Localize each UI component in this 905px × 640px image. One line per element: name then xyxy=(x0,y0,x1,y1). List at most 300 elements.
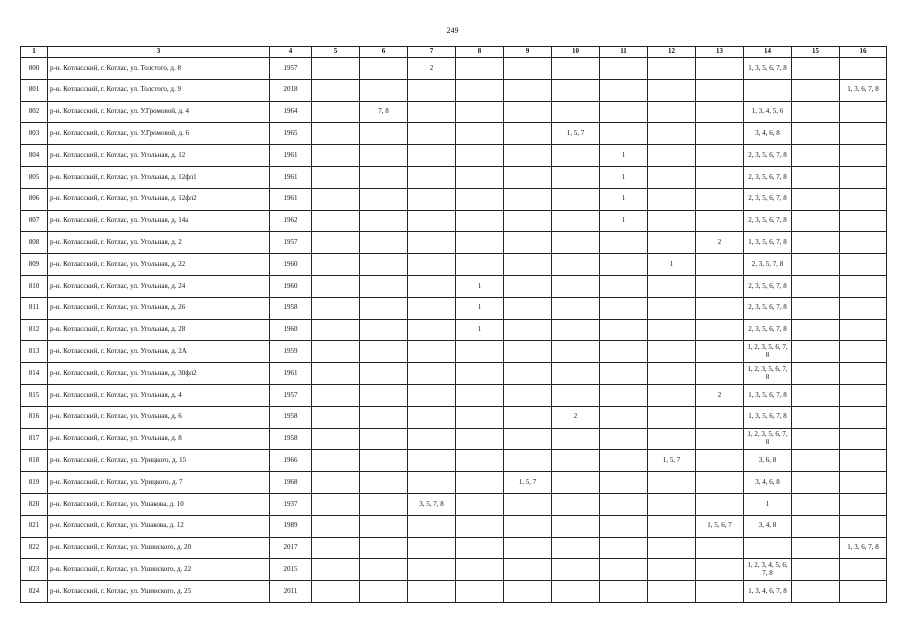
col11-cell xyxy=(600,363,648,385)
col16-cell xyxy=(840,145,887,167)
address-cell: р-н. Котласский, г. Котлас, ул. Урицкого, д. 15 xyxy=(48,450,270,472)
col5-cell xyxy=(312,232,360,254)
col15-cell xyxy=(792,493,840,515)
col12-cell xyxy=(648,275,696,297)
col16-cell xyxy=(840,210,887,232)
year-cell: 1989 xyxy=(270,515,312,537)
col13-cell xyxy=(696,537,744,559)
col5-cell xyxy=(312,515,360,537)
column-header: 10 xyxy=(552,47,600,58)
col13-cell xyxy=(696,210,744,232)
table-row xyxy=(21,101,887,123)
col9-cell xyxy=(504,232,552,254)
address-cell: р-н. Котласский, г. Котлас, ул. Угольная, д. 2А xyxy=(48,341,270,363)
col6-cell xyxy=(360,450,408,472)
column-header: 12 xyxy=(648,47,696,58)
address-cell: р-н. Котласский, г. Котлас, ул. Угольная, д. 24 xyxy=(48,275,270,297)
year-cell: 2011 xyxy=(270,581,312,603)
col6-cell xyxy=(360,210,408,232)
address-cell: р-н. Котласский, г. Котлас, ул. Ушинского, д. 25 xyxy=(48,581,270,603)
col15-cell xyxy=(792,79,840,101)
table-row xyxy=(21,472,887,494)
col13-cell xyxy=(696,559,744,581)
col10-cell xyxy=(552,58,600,80)
col16-cell xyxy=(840,341,887,363)
table-row xyxy=(21,581,887,603)
col5-cell xyxy=(312,363,360,385)
col6-cell xyxy=(360,581,408,603)
col15-cell xyxy=(792,210,840,232)
address-cell: р-н. Котласский, г. Котлас, ул. Толстого, д. 8 xyxy=(48,58,270,80)
col10-cell: 2 xyxy=(552,406,600,428)
col7-cell xyxy=(408,210,456,232)
col12-cell xyxy=(648,428,696,450)
col13-cell xyxy=(696,581,744,603)
col10-cell xyxy=(552,472,600,494)
col10-cell xyxy=(552,254,600,276)
col9-cell xyxy=(504,581,552,603)
column-header: 3 xyxy=(48,47,270,58)
table-row xyxy=(21,123,887,145)
col7-cell xyxy=(408,166,456,188)
col11-cell xyxy=(600,232,648,254)
col14-cell: 1 xyxy=(744,493,792,515)
col15-cell xyxy=(792,559,840,581)
col16-cell xyxy=(840,123,887,145)
col5-cell xyxy=(312,581,360,603)
col11-cell xyxy=(600,472,648,494)
col5-cell xyxy=(312,79,360,101)
col5-cell xyxy=(312,450,360,472)
column-header: 7 xyxy=(408,47,456,58)
col9-cell xyxy=(504,166,552,188)
address-cell: р-н. Котласский, г. Котлас, ул. Урицкого, д. 7 xyxy=(48,472,270,494)
col8-cell: 1 xyxy=(456,297,504,319)
col6-cell xyxy=(360,493,408,515)
address-cell: р-н. Котласский, г. Котлас, ул. У.Громовой, д. 4 xyxy=(48,101,270,123)
col13-cell xyxy=(696,472,744,494)
col8-cell xyxy=(456,79,504,101)
col6-cell xyxy=(360,363,408,385)
col12-cell xyxy=(648,406,696,428)
year-cell: 1957 xyxy=(270,232,312,254)
table-row xyxy=(21,297,887,319)
col10-cell xyxy=(552,363,600,385)
col5-cell xyxy=(312,254,360,276)
col14-cell xyxy=(744,537,792,559)
row-number-cell: 805 xyxy=(21,166,48,188)
col14-cell: 1, 3, 5, 6, 7, 8 xyxy=(744,384,792,406)
address-cell: р-н. Котласский, г. Котлас, ул. Ушинского, д. 22 xyxy=(48,559,270,581)
col13-cell: 1, 5, 6, 7 xyxy=(696,515,744,537)
page-number: 249 xyxy=(446,26,459,35)
col9-cell xyxy=(504,363,552,385)
column-header: 5 xyxy=(312,47,360,58)
table-row xyxy=(21,406,887,428)
table-row xyxy=(21,254,887,276)
col11-cell xyxy=(600,515,648,537)
col6-cell xyxy=(360,428,408,450)
col8-cell xyxy=(456,363,504,385)
year-cell: 1961 xyxy=(270,145,312,167)
col14-cell: 2, 3, 5, 6, 7, 8 xyxy=(744,145,792,167)
col11-cell xyxy=(600,79,648,101)
col6-cell xyxy=(360,145,408,167)
col6-cell xyxy=(360,472,408,494)
col12-cell xyxy=(648,537,696,559)
col6-cell xyxy=(360,79,408,101)
col11-cell: 1 xyxy=(600,145,648,167)
col13-cell xyxy=(696,493,744,515)
table-row xyxy=(21,232,887,254)
year-cell: 1962 xyxy=(270,210,312,232)
col9-cell xyxy=(504,79,552,101)
row-number-cell: 820 xyxy=(21,493,48,515)
col10-cell xyxy=(552,450,600,472)
address-cell: р-н. Котласский, г. Котлас, ул. Угольная, д. 28 xyxy=(48,319,270,341)
col16-cell xyxy=(840,188,887,210)
col7-cell xyxy=(408,450,456,472)
col12-cell: 1 xyxy=(648,254,696,276)
col16-cell xyxy=(840,559,887,581)
col12-cell xyxy=(648,581,696,603)
col14-cell: 1, 3, 5, 6, 7, 8 xyxy=(744,58,792,80)
year-cell: 1968 xyxy=(270,472,312,494)
col8-cell xyxy=(456,493,504,515)
col9-cell xyxy=(504,515,552,537)
col10-cell xyxy=(552,341,600,363)
col10-cell xyxy=(552,79,600,101)
year-cell: 1961 xyxy=(270,166,312,188)
table-row xyxy=(21,428,887,450)
table-row xyxy=(21,275,887,297)
address-cell: р-н. Котласский, г. Котлас, ул. Угольная, д. 26 xyxy=(48,297,270,319)
table-row xyxy=(21,319,887,341)
column-header: 9 xyxy=(504,47,552,58)
col7-cell xyxy=(408,515,456,537)
col15-cell xyxy=(792,428,840,450)
col13-cell xyxy=(696,428,744,450)
col9-cell xyxy=(504,210,552,232)
col9-cell xyxy=(504,537,552,559)
col5-cell xyxy=(312,166,360,188)
col5-cell xyxy=(312,319,360,341)
col12-cell xyxy=(648,297,696,319)
housing-registry-table xyxy=(20,46,887,603)
col12-cell xyxy=(648,123,696,145)
col8-cell xyxy=(456,472,504,494)
col9-cell xyxy=(504,406,552,428)
col7-cell xyxy=(408,232,456,254)
table-row xyxy=(21,363,887,385)
col7-cell: 2 xyxy=(408,58,456,80)
col13-cell xyxy=(696,341,744,363)
col5-cell xyxy=(312,275,360,297)
col7-cell xyxy=(408,581,456,603)
table-row xyxy=(21,537,887,559)
table-row xyxy=(21,559,887,581)
row-number-cell: 821 xyxy=(21,515,48,537)
col5-cell xyxy=(312,428,360,450)
col11-cell xyxy=(600,275,648,297)
col8-cell: 1 xyxy=(456,319,504,341)
col14-cell: 3, 4, 8 xyxy=(744,515,792,537)
col7-cell xyxy=(408,428,456,450)
col6-cell xyxy=(360,188,408,210)
col10-cell xyxy=(552,581,600,603)
col5-cell xyxy=(312,341,360,363)
col14-cell: 1, 2, 3, 4, 5, 6, 7, 8 xyxy=(744,559,792,581)
col10-cell xyxy=(552,297,600,319)
col5-cell xyxy=(312,472,360,494)
header-row xyxy=(21,47,887,58)
col5-cell xyxy=(312,406,360,428)
col6-cell xyxy=(360,406,408,428)
col13-cell xyxy=(696,319,744,341)
col11-cell xyxy=(600,341,648,363)
col11-cell xyxy=(600,58,648,80)
col7-cell xyxy=(408,363,456,385)
col8-cell xyxy=(456,101,504,123)
col12-cell xyxy=(648,101,696,123)
col15-cell xyxy=(792,384,840,406)
col11-cell xyxy=(600,450,648,472)
col14-cell: 3, 6, 8 xyxy=(744,450,792,472)
col15-cell xyxy=(792,472,840,494)
col15-cell xyxy=(792,254,840,276)
column-header: 4 xyxy=(270,47,312,58)
col15-cell xyxy=(792,363,840,385)
col15-cell xyxy=(792,166,840,188)
col11-cell: 1 xyxy=(600,210,648,232)
row-number-cell: 814 xyxy=(21,363,48,385)
col16-cell xyxy=(840,472,887,494)
col8-cell xyxy=(456,210,504,232)
col6-cell xyxy=(360,123,408,145)
col6-cell xyxy=(360,384,408,406)
col16-cell xyxy=(840,581,887,603)
col12-cell xyxy=(648,232,696,254)
col11-cell xyxy=(600,537,648,559)
row-number-cell: 806 xyxy=(21,188,48,210)
col10-cell xyxy=(552,232,600,254)
col16-cell xyxy=(840,428,887,450)
col9-cell xyxy=(504,384,552,406)
address-cell: р-н. Котласский, г. Котлас, ул. Толстого, д. 9 xyxy=(48,79,270,101)
col15-cell xyxy=(792,341,840,363)
col16-cell xyxy=(840,450,887,472)
col16-cell xyxy=(840,58,887,80)
col12-cell xyxy=(648,515,696,537)
col10-cell xyxy=(552,428,600,450)
col7-cell xyxy=(408,319,456,341)
year-cell: 1961 xyxy=(270,363,312,385)
col10-cell xyxy=(552,210,600,232)
col6-cell xyxy=(360,275,408,297)
col14-cell xyxy=(744,79,792,101)
col16-cell: 1, 3, 6, 7, 8 xyxy=(840,537,887,559)
column-header: 8 xyxy=(456,47,504,58)
col16-cell xyxy=(840,232,887,254)
table-row xyxy=(21,210,887,232)
year-cell: 1958 xyxy=(270,406,312,428)
col8-cell xyxy=(456,123,504,145)
col11-cell xyxy=(600,123,648,145)
column-header: 14 xyxy=(744,47,792,58)
address-cell: р-н. Котласский, г. Котлас, ул. Угольная, д. 8 xyxy=(48,428,270,450)
col10-cell xyxy=(552,384,600,406)
col8-cell xyxy=(456,58,504,80)
col12-cell xyxy=(648,559,696,581)
col13-cell: 2 xyxy=(696,384,744,406)
col7-cell xyxy=(408,254,456,276)
col10-cell xyxy=(552,145,600,167)
col13-cell xyxy=(696,58,744,80)
col14-cell: 1, 2, 3, 5, 6, 7, 8 xyxy=(744,363,792,385)
col9-cell xyxy=(504,188,552,210)
table-row xyxy=(21,493,887,515)
col7-cell xyxy=(408,472,456,494)
col12-cell xyxy=(648,319,696,341)
col15-cell xyxy=(792,101,840,123)
col16-cell xyxy=(840,275,887,297)
col14-cell: 1, 3, 5, 6, 7, 8 xyxy=(744,406,792,428)
col8-cell: 1 xyxy=(456,275,504,297)
year-cell: 2015 xyxy=(270,559,312,581)
col10-cell xyxy=(552,275,600,297)
col10-cell xyxy=(552,166,600,188)
column-header: 11 xyxy=(600,47,648,58)
row-number-cell: 800 xyxy=(21,58,48,80)
year-cell: 1964 xyxy=(270,101,312,123)
column-header: 15 xyxy=(792,47,840,58)
col14-cell: 2, 3, 5, 6, 7, 8 xyxy=(744,319,792,341)
table-row xyxy=(21,79,887,101)
col6-cell xyxy=(360,537,408,559)
col14-cell: 2, 3, 5, 6, 7, 8 xyxy=(744,188,792,210)
row-number-cell: 823 xyxy=(21,559,48,581)
col10-cell: 1, 5, 7 xyxy=(552,123,600,145)
col11-cell xyxy=(600,101,648,123)
col12-cell xyxy=(648,493,696,515)
col5-cell xyxy=(312,210,360,232)
col6-cell xyxy=(360,166,408,188)
col15-cell xyxy=(792,406,840,428)
row-number-cell: 801 xyxy=(21,79,48,101)
year-cell: 1966 xyxy=(270,450,312,472)
col13-cell xyxy=(696,406,744,428)
table-row xyxy=(21,515,887,537)
col6-cell xyxy=(360,319,408,341)
col6-cell xyxy=(360,297,408,319)
row-number-cell: 818 xyxy=(21,450,48,472)
col14-cell: 2, 3, 5, 6, 7, 8 xyxy=(744,275,792,297)
address-cell: р-н. Котласский, г. Котлас, ул. Угольная, д. 4 xyxy=(48,384,270,406)
col8-cell xyxy=(456,406,504,428)
col5-cell xyxy=(312,384,360,406)
table-body xyxy=(21,58,887,603)
col13-cell xyxy=(696,166,744,188)
col16-cell xyxy=(840,406,887,428)
col7-cell xyxy=(408,123,456,145)
col16-cell xyxy=(840,493,887,515)
col7-cell xyxy=(408,101,456,123)
col10-cell xyxy=(552,559,600,581)
col7-cell xyxy=(408,559,456,581)
address-cell: р-н. Котласский, г. Котлас, ул. Угольная, д. 12фл1 xyxy=(48,166,270,188)
address-cell: р-н. Котласский, г. Котлас, ул. Ушинского, д. 20 xyxy=(48,537,270,559)
row-number-cell: 817 xyxy=(21,428,48,450)
year-cell: 1965 xyxy=(270,123,312,145)
col15-cell xyxy=(792,581,840,603)
col10-cell xyxy=(552,188,600,210)
col15-cell xyxy=(792,537,840,559)
col7-cell xyxy=(408,406,456,428)
table-row xyxy=(21,188,887,210)
row-number-cell: 822 xyxy=(21,537,48,559)
col15-cell xyxy=(792,123,840,145)
col8-cell xyxy=(456,559,504,581)
col10-cell xyxy=(552,101,600,123)
col14-cell: 2, 3, 5, 6, 7, 8 xyxy=(744,166,792,188)
col16-cell xyxy=(840,319,887,341)
col14-cell: 1, 2, 3, 5, 6, 7, 8 xyxy=(744,428,792,450)
column-header: 6 xyxy=(360,47,408,58)
col12-cell xyxy=(648,210,696,232)
col11-cell xyxy=(600,384,648,406)
col9-cell xyxy=(504,101,552,123)
col6-cell xyxy=(360,341,408,363)
year-cell: 2018 xyxy=(270,79,312,101)
address-cell: р-н. Котласский, г. Котлас, ул. Угольная, д. 22 xyxy=(48,254,270,276)
col10-cell xyxy=(552,319,600,341)
year-cell: 2017 xyxy=(270,537,312,559)
col7-cell xyxy=(408,297,456,319)
col6-cell: 7, 8 xyxy=(360,101,408,123)
col14-cell: 3, 4, 6, 8 xyxy=(744,123,792,145)
col14-cell: 3, 4, 6, 8 xyxy=(744,472,792,494)
year-cell: 1958 xyxy=(270,297,312,319)
col13-cell xyxy=(696,254,744,276)
table-row xyxy=(21,384,887,406)
col12-cell: 1, 5, 7 xyxy=(648,450,696,472)
address-cell: р-н. Котласский, г. Котлас, ул. Угольная, д. 12фл2 xyxy=(48,188,270,210)
col11-cell xyxy=(600,406,648,428)
col13-cell: 2 xyxy=(696,232,744,254)
table-row xyxy=(21,450,887,472)
row-number-cell: 824 xyxy=(21,581,48,603)
col15-cell xyxy=(792,232,840,254)
col13-cell xyxy=(696,101,744,123)
col8-cell xyxy=(456,166,504,188)
row-number-cell: 808 xyxy=(21,232,48,254)
table-row xyxy=(21,166,887,188)
col8-cell xyxy=(456,428,504,450)
col5-cell xyxy=(312,493,360,515)
col9-cell xyxy=(504,493,552,515)
col9-cell xyxy=(504,341,552,363)
address-cell: р-н. Котласский, г. Котлас, ул. У.Громовой, д. 6 xyxy=(48,123,270,145)
col14-cell: 2, 3, 5, 7, 8 xyxy=(744,254,792,276)
col16-cell xyxy=(840,515,887,537)
col12-cell xyxy=(648,188,696,210)
col15-cell xyxy=(792,145,840,167)
address-cell: р-н. Котласский, г. Котлас, ул. Угольная, д. 2 xyxy=(48,232,270,254)
col9-cell xyxy=(504,297,552,319)
col7-cell xyxy=(408,537,456,559)
year-cell: 1960 xyxy=(270,319,312,341)
year-cell: 1957 xyxy=(270,384,312,406)
